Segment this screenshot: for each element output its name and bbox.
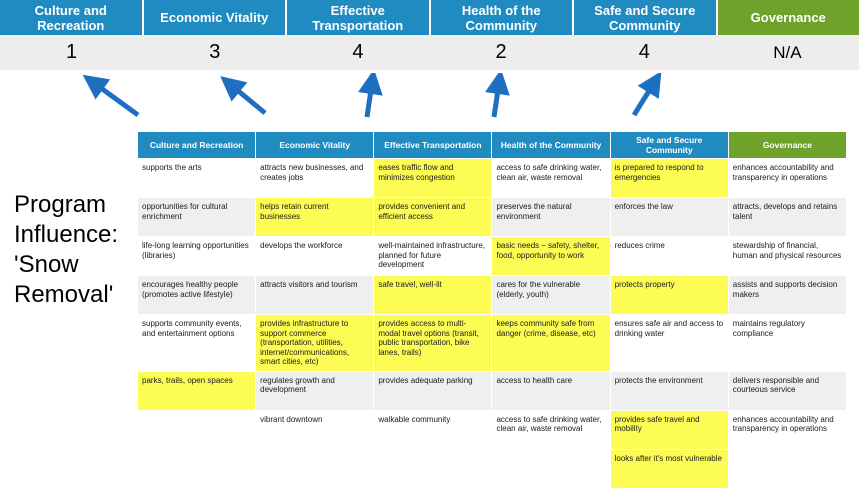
table-row xyxy=(138,198,847,237)
table-row xyxy=(138,315,847,372)
score-governance: N/A xyxy=(716,35,859,70)
table-row xyxy=(138,237,847,276)
matrix-header-health-of-the-community: Health of the Community xyxy=(492,132,610,159)
cell-r4c2: provides access to multi-modal travel options (transit, public transportation, bike lanes, trails) xyxy=(374,315,492,372)
score-economic-vitality: 3 xyxy=(143,35,286,70)
score-health-of-the-community: 2 xyxy=(430,35,573,70)
cell-r7c3 xyxy=(492,449,610,488)
cell-r1c3: preserves the natural environment xyxy=(492,198,610,237)
header-cell-culture-and-recreation: Culture and Recreation xyxy=(0,0,144,35)
cell-r3c4: protects property xyxy=(610,276,728,315)
cell-r7c2 xyxy=(374,449,492,488)
cell-r4c1: provides infrastructure to support commerce (transportation, utilities, internet/communications, smart cities, etc) xyxy=(256,315,374,372)
cell-r2c2: well-maintained infrastructure, planned for future development xyxy=(374,237,492,276)
cell-r3c1: attracts visitors and tourism xyxy=(256,276,374,315)
cell-r3c3: cares for the vulnerable (elderly, youth) xyxy=(492,276,610,315)
cell-r0c3: access to safe drinking water, clean air, waste removal xyxy=(492,159,610,198)
score-band xyxy=(0,35,859,73)
cell-r2c3: basic needs – safety, shelter, food, opportunity to work xyxy=(492,237,610,276)
arrow-economic-vitality xyxy=(231,85,265,113)
matrix-header-safe-and-secure-community: Safe and Secure Community xyxy=(610,132,728,159)
cell-r4c4: ensures safe air and access to drinking water xyxy=(610,315,728,372)
cell-r2c5: stewardship of financial, human and physical resources xyxy=(728,237,846,276)
cell-r4c5: maintains regulatory compliance xyxy=(728,315,846,372)
cell-r1c1: helps retain current businesses xyxy=(256,198,374,237)
table-row xyxy=(138,410,847,449)
cell-r6c1: vibrant downtown xyxy=(256,410,374,449)
cell-r0c2: eases traffic flow and minimizes congestion xyxy=(374,159,492,198)
cell-r6c4: provides safe travel and mobility xyxy=(610,410,728,449)
arrow-culture-and-recreation xyxy=(94,83,138,115)
matrix-header-governance: Governance xyxy=(728,132,846,159)
table-row xyxy=(138,276,847,315)
cell-r2c1: develops the workforce xyxy=(256,237,374,276)
cell-r5c5: delivers responsible and courteous service xyxy=(728,371,846,410)
cell-r5c2: provides adequate parking xyxy=(374,371,492,410)
header-cell-governance: Governance xyxy=(718,0,859,35)
header-cell-safe-and-secure-community: Safe and Secure Community xyxy=(574,0,718,35)
outcomes-matrix xyxy=(137,131,847,489)
arrow-safe-and-secure-community xyxy=(634,83,654,115)
cell-r0c5: enhances accountability and transparency in operations xyxy=(728,159,846,198)
arrow-health-of-the-community xyxy=(494,83,499,117)
cell-r4c0: supports community events, and entertainment options xyxy=(138,315,256,372)
cell-r7c1 xyxy=(256,449,374,488)
cell-r2c0: life-long learning opportunities (libraries) xyxy=(138,237,256,276)
arrow-layer xyxy=(0,73,859,130)
score-safe-and-secure-community: 4 xyxy=(573,35,716,70)
cell-r7c0 xyxy=(138,449,256,488)
cell-r2c4: reduces crime xyxy=(610,237,728,276)
program-influence-caption: Program Influence: 'Snow Removal' xyxy=(14,190,134,310)
header-cell-economic-vitality: Economic Vitality xyxy=(144,0,288,35)
cell-r4c3: keeps community safe from danger (crime, disease, etc) xyxy=(492,315,610,372)
cell-r3c5: assists and supports decision makers xyxy=(728,276,846,315)
table-row xyxy=(138,449,847,488)
header-cell-effective-transportation: Effective Transportation xyxy=(287,0,431,35)
cell-r1c2: provides convenient and efficient access xyxy=(374,198,492,237)
table-row xyxy=(138,371,847,410)
matrix-header-economic-vitality: Economic Vitality xyxy=(256,132,374,159)
cell-r5c3: access to health care xyxy=(492,371,610,410)
cell-r1c0: opportunities for cultural enrichment xyxy=(138,198,256,237)
cell-r6c5: enhances accountability and transparency in operations xyxy=(728,410,846,449)
matrix-header-culture-and-recreation: Culture and Recreation xyxy=(138,132,256,159)
cell-r0c0: supports the arts xyxy=(138,159,256,198)
matrix-header-effective-transportation: Effective Transportation xyxy=(374,132,492,159)
cell-r5c4: protects the environment xyxy=(610,371,728,410)
cell-r7c4: looks after it's most vulnerable xyxy=(610,449,728,488)
arrow-effective-transportation xyxy=(367,83,372,117)
cell-r6c0 xyxy=(138,410,256,449)
cell-r7c5 xyxy=(728,449,846,488)
matrix-header-row xyxy=(138,132,847,159)
cell-r6c2: walkable community xyxy=(374,410,492,449)
cell-r0c4: is prepared to respond to emergencies xyxy=(610,159,728,198)
cell-r6c3: access to safe drinking water, clean air, waste removal xyxy=(492,410,610,449)
score-effective-transportation: 4 xyxy=(286,35,429,70)
score-culture-and-recreation: 1 xyxy=(0,35,143,70)
header-cell-health-of-the-community: Health of the Community xyxy=(431,0,575,35)
cell-r5c1: regulates growth and development xyxy=(256,371,374,410)
cell-r1c5: attracts, develops and retains talent xyxy=(728,198,846,237)
table-row xyxy=(138,159,847,198)
cell-r3c2: safe travel, well-lit xyxy=(374,276,492,315)
cell-r3c0: encourages healthy people (promotes active lifestyle) xyxy=(138,276,256,315)
category-header-band xyxy=(0,0,859,35)
cell-r1c4: enforces the law xyxy=(610,198,728,237)
cell-r5c0: parks, trails, open spaces xyxy=(138,371,256,410)
cell-r0c1: attracts new businesses, and creates jobs xyxy=(256,159,374,198)
